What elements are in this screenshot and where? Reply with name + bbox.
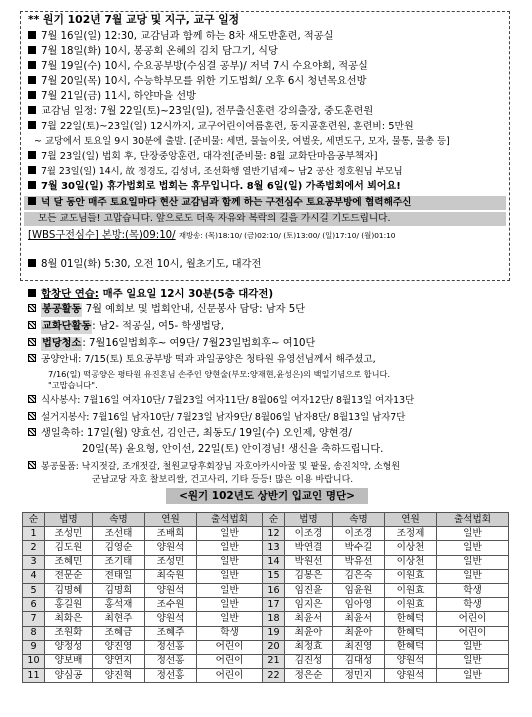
table-row	[23, 612, 509, 626]
table-cell: 15	[263, 569, 285, 583]
bullet-icon	[28, 181, 36, 189]
table-cell: 양정성	[45, 640, 93, 654]
table-cell: 일반	[437, 527, 509, 541]
table-cell: 일반	[197, 541, 263, 555]
table-cell: 한혜덕	[385, 640, 437, 654]
table-cell: 홍석재	[93, 598, 145, 612]
roster-title: <원기 102년도 상반기 입교인 명단>	[166, 488, 368, 504]
table-cell: 한혜덕	[385, 612, 437, 626]
schedule-item: 7월 16일(일) 12:30, 교감님과 함께 하는 8차 새도반훈련, 적공실	[28, 30, 333, 44]
schedule-item: 7월 18일(화) 10시, 봉공회 온혜의 김치 담그기, 식당	[28, 45, 278, 59]
checkbox-bullet-icon	[28, 321, 36, 329]
table-cell: 일반	[197, 598, 263, 612]
table-cell: 4	[23, 569, 45, 583]
bullet-icon	[28, 121, 36, 129]
table-cell: 이상천	[385, 541, 437, 555]
wbs-broadcast: [WBS구전심수] 본방:(목)09:10/ 재방송: (목)18:10/ (금)02:10/ (토)13:00/ (일)17:10/ (월)01:10	[28, 230, 396, 241]
table-cell: 조성민	[145, 555, 197, 569]
table-cell: 일반	[197, 555, 263, 569]
table-cell: 최현주	[93, 612, 145, 626]
table-cell: 양원석	[385, 654, 437, 668]
table-cell: 학생	[437, 583, 509, 597]
table-cell: 정선홍	[145, 669, 197, 683]
bullet-icon	[28, 151, 36, 159]
table-cell: 양심공	[45, 669, 93, 683]
schedule-item: 7월 23일(일) 14시, 故 정경도, 김성녀, 조선화행 열반기념제~ 남2 공산 정호원님 부모님	[28, 165, 403, 179]
roster-header-cell: 순	[23, 513, 45, 527]
bullet-icon	[28, 197, 36, 205]
table-cell: 조기태	[93, 555, 145, 569]
table-cell: 정민지	[333, 669, 385, 683]
table-cell: 김은숙	[333, 569, 385, 583]
table-cell: 학생	[437, 598, 509, 612]
donation-line-2: 군남교당 자호 찰보리쌀, 건고사리, 기타 등등! 많은 이용 바랍니다.	[92, 475, 354, 485]
notice-choir: 합창단 연습: 매주 일요일 12시 30분(5층 대각전)	[28, 287, 273, 301]
table-cell: 10	[23, 654, 45, 668]
table-cell: 김봉은	[285, 569, 333, 583]
schedule-item: 7월 30일(일) 휴가법회로 법회는 휴무입니다. 8월 6일(일) 가족법회에서 뵈어요!	[28, 180, 401, 194]
table-cell: 정은순	[285, 669, 333, 683]
table-cell: 김진성	[285, 654, 333, 668]
table-row	[23, 669, 509, 683]
roster-header-cell: 연원	[385, 513, 437, 527]
bullet-icon	[28, 166, 36, 174]
table-cell: 조혜금	[93, 626, 145, 640]
notice-cleaning: 법당청소: 7월16일법회후~ 여9단/ 7월23일법회후~ 여10단	[28, 337, 315, 351]
table-cell: 최윤서	[285, 612, 333, 626]
roster-header-row	[23, 513, 509, 527]
table-cell: 어린이	[437, 626, 509, 640]
table-cell: 최윤아	[285, 626, 333, 640]
bullet-icon	[28, 259, 36, 267]
table-cell: 일반	[437, 555, 509, 569]
table-cell: 일반	[437, 640, 509, 654]
bullet-icon	[28, 61, 36, 69]
table-cell: 양보배	[45, 654, 93, 668]
birthday-line-1: 생일축하: 17일(월) 양효선, 김인근, 최동도/ 19일(수) 오인제, 양현경/	[28, 427, 352, 441]
table-cell: 18	[263, 612, 285, 626]
offering-line-2: 7/16(일) 떡공양은 평타원 유진혼님 손주인 양현술(부모:양재현,윤성은)의 백일기념으로 합니다.	[48, 369, 391, 379]
bullet-icon	[28, 46, 36, 54]
roster-header-cell: 순	[263, 513, 285, 527]
donation-line-1: 봉공물품: 낙지젓갈, 조개젓갈, 철원교당후회장님 자호아카시아꿀 및 팥물, 송진치약, 소형원	[28, 460, 400, 474]
bullet-icon	[28, 31, 36, 39]
offering-line-3: "고맙습니다".	[48, 380, 98, 390]
dish-service: 설거지봉사: 7월16일 남자10단/ 7월23일 남자9단/ 8월06일 남자8단/ 8월13일 남자7단	[28, 411, 405, 425]
table-row	[23, 555, 509, 569]
checkbox-bullet-icon	[28, 304, 36, 312]
table-cell: 9	[23, 640, 45, 654]
table-cell: 한혜덕	[385, 626, 437, 640]
roster-table	[22, 512, 509, 683]
table-cell: 양원석	[145, 612, 197, 626]
table-cell: 일반	[437, 569, 509, 583]
table-cell: 2	[23, 541, 45, 555]
table-cell: 임아영	[333, 598, 385, 612]
roster-header-cell: 법명	[285, 513, 333, 527]
schedule-item: 교감님 일정: 7월 22일(토)~23일(일), 전무출신훈련 강의출장, 중도훈련원	[28, 105, 373, 119]
table-cell: 박유선	[333, 555, 385, 569]
table-cell: 어린이	[197, 654, 263, 668]
table-cell: 박수길	[333, 541, 385, 555]
table-cell: 전문순	[45, 569, 93, 583]
notice-group: 교화단활동: 남2- 적공실, 여5- 학생법당,	[28, 320, 224, 334]
table-cell: 일반	[197, 583, 263, 597]
table-cell: 7	[23, 612, 45, 626]
table-cell: 최윤아	[333, 626, 385, 640]
table-cell: 정선홍	[145, 640, 197, 654]
table-cell: 양원석	[385, 669, 437, 683]
notice-offering: 공양안내: 7/15(토) 토요공부방 떡과 과일공양은 청타원 유영선님께서 해주셨고,	[28, 353, 376, 367]
table-row	[23, 569, 509, 583]
schedule-item: 넉 달 동안 매주 토요일마다 현산 교감님과 함께 하는 구전심수 토요공부방에 협력해주신	[28, 196, 411, 210]
table-cell: 양진영	[93, 640, 145, 654]
schedule-item: 8월 01일(화) 5:30, 오전 10시, 월초기도, 대각전	[28, 258, 261, 272]
table-cell: 일반	[437, 541, 509, 555]
table-cell: 양진혁	[93, 669, 145, 683]
table-cell: 일반	[437, 654, 509, 668]
table-cell: 이원효	[385, 583, 437, 597]
table-cell: 최화은	[45, 612, 93, 626]
table-cell: 정선홍	[145, 654, 197, 668]
table-row	[23, 527, 509, 541]
table-cell: 조원화	[45, 626, 93, 640]
table-cell: 이조경	[333, 527, 385, 541]
table-cell: 13	[263, 541, 285, 555]
table-row	[23, 541, 509, 555]
table-cell: 11	[23, 669, 45, 683]
table-cell: 8	[23, 626, 45, 640]
table-cell: 학생	[197, 626, 263, 640]
schedule-item: 7월 21일(금) 11시, 하얀마을 선방	[28, 90, 196, 104]
roster-header-cell: 출석법회	[437, 513, 509, 527]
checkbox-bullet-icon	[28, 395, 36, 403]
table-cell: 일반	[197, 569, 263, 583]
table-cell: 5	[23, 583, 45, 597]
table-row	[23, 583, 509, 597]
table-cell: 김대성	[333, 654, 385, 668]
roster-header-cell: 연원	[145, 513, 197, 527]
table-cell: 이상천	[385, 555, 437, 569]
table-cell: 3	[23, 555, 45, 569]
table-cell: 최진영	[333, 640, 385, 654]
table-cell: 6	[23, 598, 45, 612]
table-cell: 조수원	[145, 598, 197, 612]
schedule-item: 7월 20일(목) 10시, 수능학부모를 위한 기도법회/ 오후 6시 청년목요선방	[28, 75, 366, 89]
table-cell: 일반	[437, 669, 509, 683]
table-cell: 최숙원	[145, 569, 197, 583]
birthday-line-2: 20일(목) 윤요형, 안이선, 22일(토) 안이경님! 생신을 축하드립니다.	[82, 444, 384, 455]
table-cell: 14	[263, 555, 285, 569]
table-cell: 21	[263, 654, 285, 668]
bullet-icon	[28, 289, 36, 297]
table-cell: 양연지	[93, 654, 145, 668]
table-cell: 임윤원	[333, 583, 385, 597]
table-cell: 전태일	[93, 569, 145, 583]
table-cell: 17	[263, 598, 285, 612]
table-cell: 일반	[197, 527, 263, 541]
schedule-title: ** 원기 102년 7월 교당 및 지구, 교구 일정	[28, 13, 240, 26]
roster-header-cell: 법명	[45, 513, 93, 527]
table-cell: 양원석	[145, 541, 197, 555]
table-row	[23, 640, 509, 654]
table-row	[23, 598, 509, 612]
table-cell: 최윤서	[333, 612, 385, 626]
table-cell: 이원효	[385, 598, 437, 612]
table-cell: 어린이	[197, 640, 263, 654]
bullet-icon	[28, 91, 36, 99]
table-cell: 어린이	[197, 669, 263, 683]
table-cell: 조혜민	[45, 555, 93, 569]
table-cell: 김명혜	[45, 583, 93, 597]
meal-service: 식사봉사: 7월16일 여자10단/ 7월23일 여자11단/ 8월06일 여자12단/ 8월13일 여자13단	[28, 394, 414, 408]
schedule-item: 7월 19일(수) 10시, 수요공부방(수심결 공부)/ 저녁 7시 수요야회, 적공실	[28, 60, 368, 74]
table-cell: 박원선	[285, 555, 333, 569]
bullet-icon	[28, 76, 36, 84]
bullet-icon	[28, 106, 36, 114]
table-row	[23, 626, 509, 640]
schedule-item: 7월 22일(토)~23일(일) 12시까지, 교구어린이여름훈련, 동지골훈련원, 훈련비: 5만원	[28, 120, 414, 134]
table-cell: 홍길원	[45, 598, 93, 612]
table-cell: 조정제	[385, 527, 437, 541]
checkbox-bullet-icon	[28, 428, 36, 436]
table-cell: 최정효	[285, 640, 333, 654]
roster-header-cell: 속명	[333, 513, 385, 527]
table-cell: 이원효	[385, 569, 437, 583]
table-cell: 조배희	[145, 527, 197, 541]
table-cell: 일반	[197, 612, 263, 626]
table-cell: 조선태	[93, 527, 145, 541]
thanks-line: 모든 교도님들! 고맙습니다. 앞으로도 더욱 자유와 복락의 길을 가시길 기도드립니다.	[38, 213, 391, 224]
schedule-item: 7월 23일(일) 법회 후, 단장중앙훈련, 대각전[준비물: 8월 교화단마음공부책자]	[28, 150, 378, 164]
table-cell: 임지은	[285, 598, 333, 612]
checkbox-bullet-icon	[28, 412, 36, 420]
table-cell: 조혜주	[145, 626, 197, 640]
schedule-continuation: ~ 교당에서 토요일 9시 30분에 출발. [준비물: 세면, 물놀이옷, 여벌옷, 세면도구, 모자, 물통, 물총 등]	[34, 136, 450, 147]
table-cell: 조성민	[45, 527, 93, 541]
table-cell: 김도원	[45, 541, 93, 555]
table-cell: 임진윤	[285, 583, 333, 597]
table-cell: 22	[263, 669, 285, 683]
table-cell: 어린이	[437, 612, 509, 626]
checkbox-bullet-icon	[28, 354, 36, 362]
table-cell: 1	[23, 527, 45, 541]
table-cell: 16	[263, 583, 285, 597]
checkbox-bullet-icon	[28, 338, 36, 346]
table-cell: 김명희	[93, 583, 145, 597]
table-cell: 12	[263, 527, 285, 541]
table-cell: 박연결	[285, 541, 333, 555]
table-cell: 이조경	[285, 527, 333, 541]
checkbox-bullet-icon	[28, 461, 36, 469]
notice-service: 봉공활동 7월 예회보 및 법회안내, 신문봉사 담당: 남자 5단	[28, 303, 305, 317]
roster-header-cell: 속명	[93, 513, 145, 527]
table-cell: 20	[263, 640, 285, 654]
table-row	[23, 654, 509, 668]
table-cell: 양원석	[145, 583, 197, 597]
table-cell: 김영순	[93, 541, 145, 555]
table-cell: 19	[263, 626, 285, 640]
roster-header-cell: 출석법회	[197, 513, 263, 527]
